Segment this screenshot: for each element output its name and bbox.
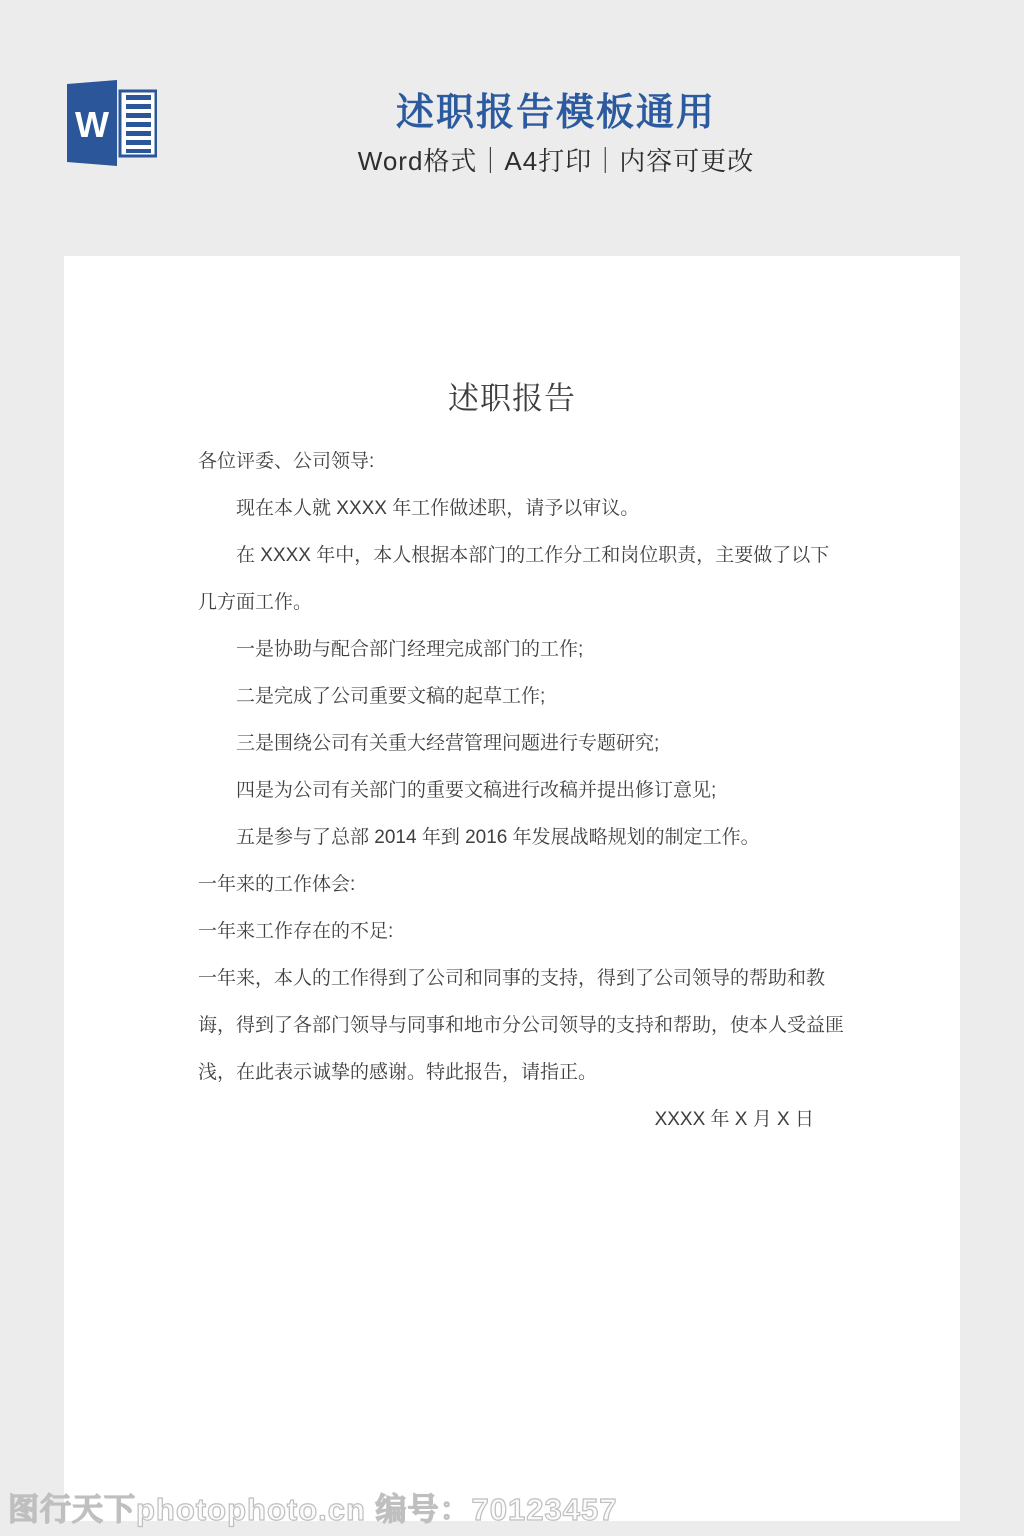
paragraph-item-1: 一是协助与配合部门经理完成部门的工作; (236, 639, 584, 660)
report-body (64, 438, 848, 1143)
a4-page-preview (64, 256, 960, 1521)
paragraph-overview: 在 XXXX 年中，本人根据本部门的工作分工和岗位职责，主要做了以下几方面工作。 (198, 545, 830, 613)
header (0, 0, 1024, 256)
paragraph-intro: 现在本人就 XXXX 年工作做述职，请予以审议。 (236, 498, 640, 519)
report-title: 述职报告 (448, 381, 576, 416)
template-subtitle: Word格式｜A4打印｜内容可更改 (357, 146, 755, 176)
paragraph-closing: 一年来，本人的工作得到了公司和同事的支持，得到了公司领导的帮助和教诲，得到了各部门领导与同事和地市分公司领导的支持和帮助，使本人受益匪浅，在此表示诚挚的感谢。特此报告，请指正。 (198, 968, 845, 1083)
watermark-text: 图行天下photophoto.cn 编号：70123457 (8, 1492, 618, 1527)
word-w-letter: W (75, 104, 109, 145)
paragraph-experience-heading: 一年来的工作体会: (198, 874, 356, 895)
paragraph-item-4: 四是为公司有关部门的重要文稿进行改稿并提出修订意见; (236, 780, 717, 801)
header-text (0, 90, 1024, 178)
paragraph-item-3: 三是围绕公司有关重大经营管理问题进行专题研究; (236, 733, 660, 754)
report-date: XXXX 年 X 月 X 日 (654, 1109, 814, 1130)
paragraph-salutation: 各位评委、公司领导: (198, 451, 375, 472)
paragraph-item-2: 二是完成了公司重要文稿的起草工作; (236, 686, 546, 707)
paragraph-shortcomings-heading: 一年来工作存在的不足: (198, 921, 394, 942)
paragraph-item-5: 五是参与了总部 2014 年到 2016 年发展战略规划的制定工作。 (236, 827, 760, 848)
template-title: 述职报告模板通用 (395, 92, 716, 134)
